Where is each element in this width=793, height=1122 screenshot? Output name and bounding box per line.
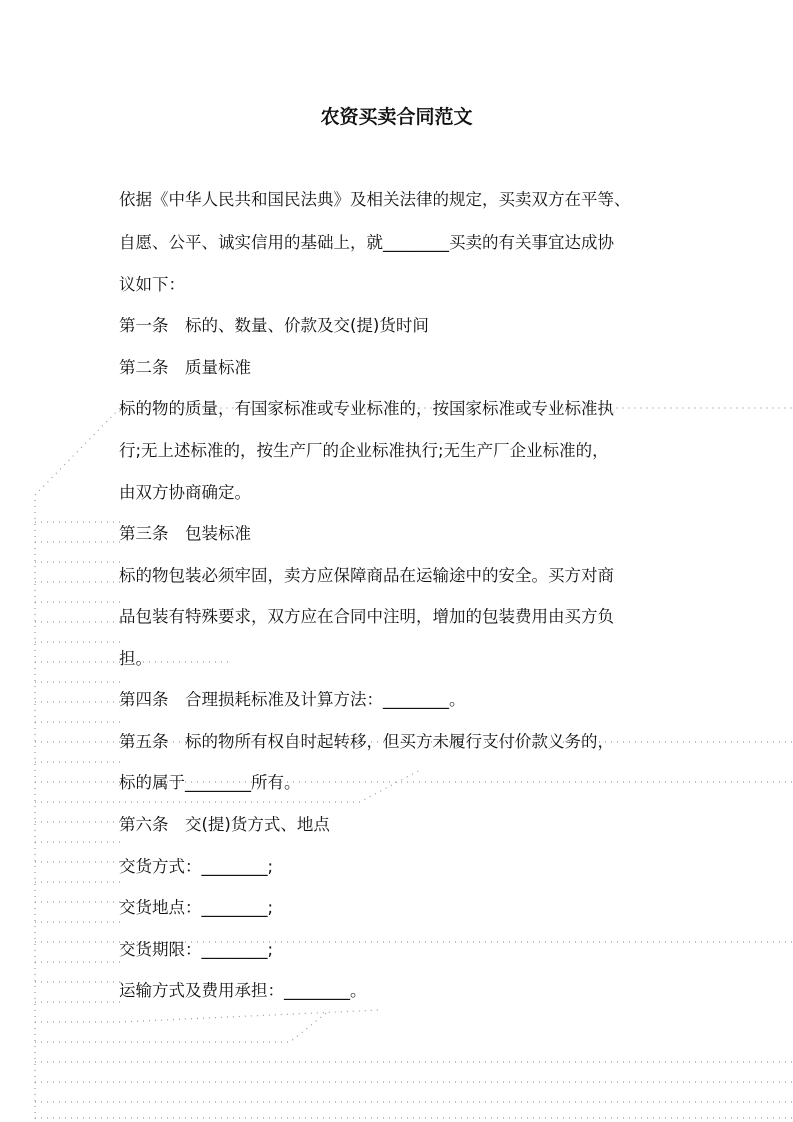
clause-text: 行;无上述标准的，按生产厂的企业标准执行;无生产厂企业标准的， [119, 441, 609, 460]
document-title: 农资买卖合同范文 [320, 106, 473, 128]
delivery-period-line: 交货期限：________; [119, 940, 274, 959]
delivery-method-line: 交货方式：________; [119, 857, 274, 876]
article-heading: 第六条 交(提)货方式、地点 [119, 815, 330, 834]
clause-text: 自愿、公平、诚实信用的基础上，就________买卖的有关事宜达成协 [119, 233, 614, 252]
article-heading: 第二条 质量标准 [119, 358, 251, 377]
article-heading: 第三条 包装标准 [119, 524, 251, 543]
article-heading: 第五条 标的物所有权自时起转移，但买方未履行支付价款义务的， [119, 732, 614, 751]
clause-text: 担。 [119, 649, 152, 668]
clause-text: 由双方协商确定。 [119, 483, 251, 502]
article-heading: 第一条 标的、数量、价款及交(提)货时间 [119, 316, 429, 335]
clause-text: 品包装有特殊要求，双方应在合同中注明，增加的包装费用由买方负 [119, 607, 614, 626]
clause-text: 标的物包装必须牢固，卖方应保障商品在运输途中的安全。买方对商 [119, 566, 614, 585]
clause-text: 议如下： [119, 275, 185, 294]
clause-text: 标的属于________所有。 [119, 773, 301, 792]
delivery-place-line: 交货地点：________; [119, 898, 274, 917]
transport-cost-line: 运输方式及费用承担：________。 [119, 981, 367, 1000]
clause-text: 标的物的质量，有国家标准或专业标准的，按国家标准或专业标准执 [119, 399, 614, 418]
clause-text: 依据《中华人民共和国民法典》及相关法律的规定，买卖双方在平等、 [119, 190, 631, 209]
article-heading: 第四条 合理损耗标准及计算方法：________。 [119, 690, 466, 709]
